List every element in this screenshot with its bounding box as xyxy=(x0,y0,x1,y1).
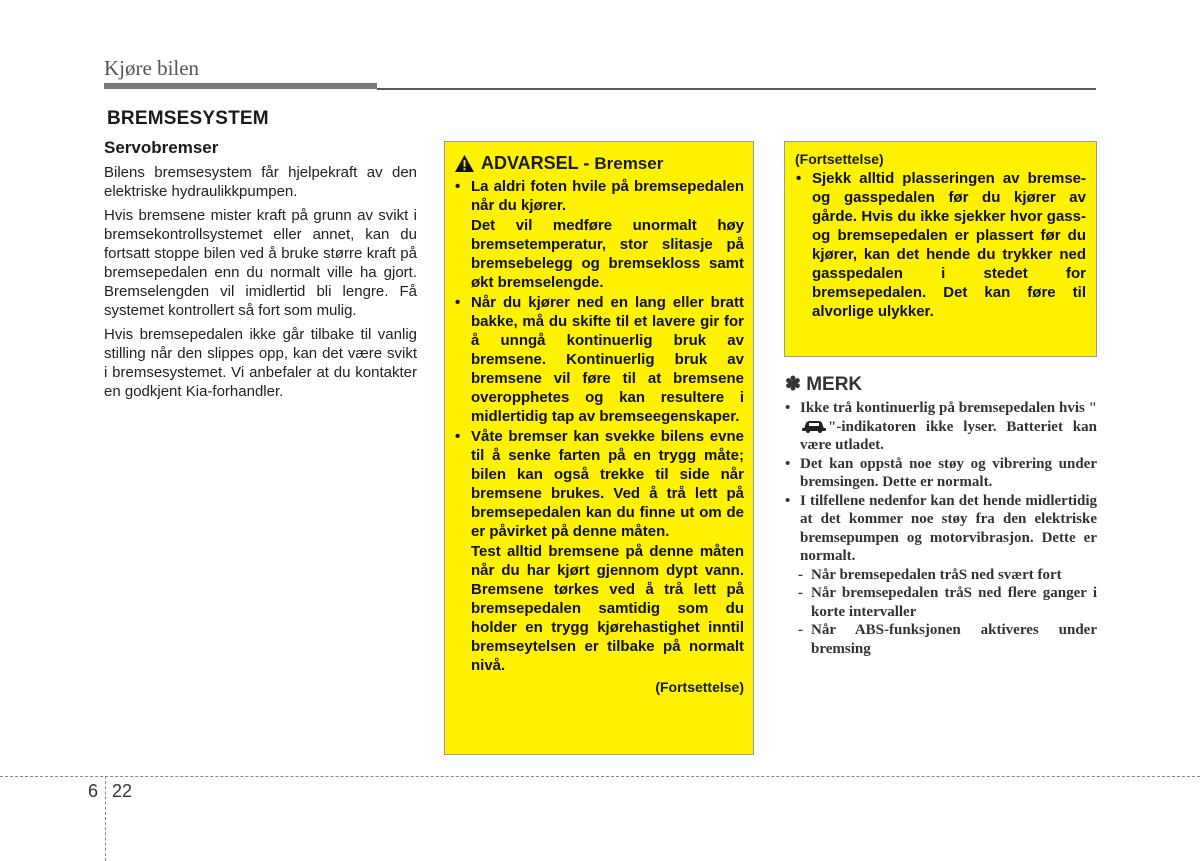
warning-continuation-box xyxy=(784,141,1097,357)
note-item xyxy=(785,399,1097,455)
warning-list xyxy=(454,177,744,675)
footer-rule xyxy=(0,776,1200,777)
warning-heading xyxy=(454,153,744,174)
page-number: 22 xyxy=(112,781,133,801)
warning-item-text: • Sjekk alltid plasseringen av bremse- og gasspedalen før du kjører av gårde. Hvis du ikke sjekker hvor gass- og bremsepedalen er plassert før du kjører, kan det hende du trykker ned gasspedalen i stedet for bremsepedalen. Det kan føre til alvorlige ulykker. xyxy=(812,170,1086,320)
note-item-text: Ikke trå kontinuerlig på bremsepedalen hvis " xyxy=(800,400,1097,416)
note-subitem: - Når bremsepedalen tråS ned svært fort xyxy=(798,566,1097,585)
warning-item xyxy=(454,427,744,675)
section-title: BREMSESYSTEM xyxy=(107,108,269,129)
chapter-number: 6 xyxy=(88,781,99,801)
note-subitem: - Når ABS-funksjonen aktiveres under bremsing xyxy=(798,621,1097,658)
continued-label: (Fortsettelse) xyxy=(655,679,744,695)
continuation-label: (Fortsettelse) xyxy=(795,151,884,167)
warning-item-extra: Test alltid bremsene på denne måten når du har kjørt gjennom dypt vann. Bremsene tørkes ved å trå lett på bremsepedalen samtidig som du holder en trygg kjørehastighet inntil bremseytelsen er tilbake på normalt nivå. xyxy=(471,543,744,674)
note-item-text: I tilfellene nedenfor kan det hende midlertidig at det kommer noe støy fra den elektriske bremsepumpen og motorvibrasjon. Dette er normalt. xyxy=(800,492,1097,564)
warning-label: ADVARSEL - xyxy=(481,153,590,173)
warning-item-text: • Våte bremser kan svekke bilens evne til å senke farten på en trygg måte; bilen kan også trekke til side når bremsene brukes. Ved å trå lett på bremsepedalen kan du finne ut om de er påvirket på denne måten. xyxy=(471,428,744,540)
warning-item xyxy=(795,169,1086,321)
body-paragraph: Bilens bremsesystem får hjelpekraft av den elektriske hydraulikkpumpen. xyxy=(104,164,417,200)
note-item: • Det kan oppstå noe støy og vibrering under bremsingen. Dette er normalt. xyxy=(785,455,1097,492)
warning-item-text: • Når du kjører ned en lang eller bratt bakke, må du skifte til et lavere gir for å unngå kontinuerlig bruk av bremsene. Kontinuerlig bruk av bremsene vil føre til at bremsene overopphetes og kan resultere i midlertidig tap av bremseegenskaper. xyxy=(471,294,744,425)
warning-subject: Bremser xyxy=(594,153,664,173)
brake-indicator-icon xyxy=(801,419,827,433)
note-section xyxy=(785,373,1097,658)
warning-item-text: • La aldri foten hvile på bremsepedalen når du kjører. xyxy=(471,178,744,214)
note-item xyxy=(785,492,1097,659)
body-paragraph: Hvis bremsepedalen ikke går tilbake til vanlig stilling når den slippes opp, kan det være svikt i bremsesystemet. Vi anbefaler at du kontakter en godkjent Kia-forhandler. xyxy=(104,326,417,400)
warning-box xyxy=(444,141,754,755)
left-column xyxy=(104,138,417,406)
continuation-list xyxy=(795,169,1086,321)
warning-item-extra: Det vil medføre unormalt høy bremsetemperatur, stor slitasje på bremsebelegg og bremsekloss samt økt bremselengde. xyxy=(471,217,744,291)
note-list xyxy=(785,399,1097,658)
chapter-header: Kjøre bilen xyxy=(104,56,200,80)
footer-divider xyxy=(105,776,106,861)
warning-item xyxy=(454,177,744,292)
note-subitem: - Når bremsepedalen tråS ned flere ganger i korte intervaller xyxy=(798,584,1097,621)
header-rule-thin xyxy=(377,88,1096,90)
body-paragraph: Hvis bremsene mister kraft på grunn av svikt i bremsekontrollsystemet eller annet, kan du fortsatt stoppe bilen ved å bruke større kraft på bremsepedalen enn du normalt ville ha gjort. Bremselengden vil imidlertid bli lengre. Få systemet kontrollert så fort som mulig. xyxy=(104,207,417,319)
subsection-title: Servobremser xyxy=(104,138,219,157)
warning-triangle-icon xyxy=(454,154,475,173)
warning-item xyxy=(454,293,744,426)
note-item-text: "-indikatoren ikke lyser. Batteriet kan være utladet. xyxy=(800,418,1097,453)
note-heading: ✽ MERK xyxy=(785,374,863,395)
note-sublist xyxy=(800,566,1097,659)
header-rule-thick xyxy=(104,83,377,89)
